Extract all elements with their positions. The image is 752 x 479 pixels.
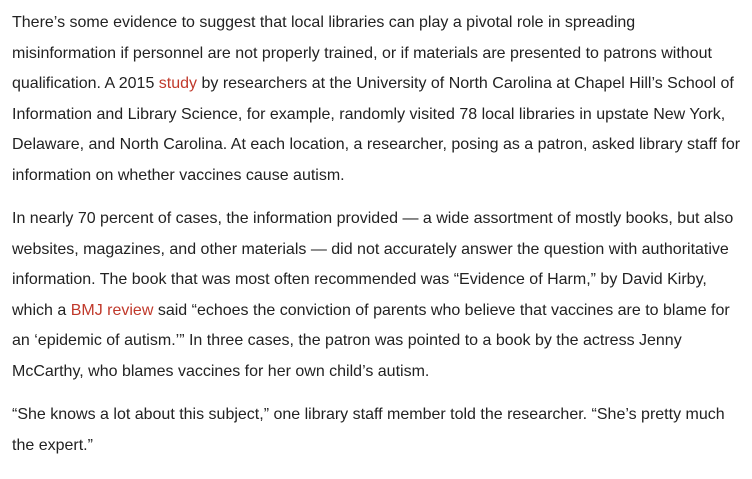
paragraph-text: There’s some evidence to suggest that local libraries can play a pivotal role in spreading misinformation if personnel are not properly trained, or if materials are presented to patrons without qualification. A 2015 [12,14,712,92]
paragraph-text: “She knows a lot about this subject,” one library staff member told the researcher. “She’s pretty much the expert.” [12,406,725,454]
paragraph-study [12,8,742,191]
study-link[interactable]: study [158,75,198,92]
paragraph-text: In nearly 70 percent of cases, the information provided — a wide assortment of mostly books, but also websites, magazines, and other materials — did not accurately answer the question with authoritative information. The book that was most often recommended was “Evidence of Harm,” by David Kirby, which a [12,210,734,319]
paragraph-text: by researchers at the University of North Carolina at Chapel Hill’s School of Information and Library Science, for example, randomly visited 78 local libraries in upstate New York, Delaware, and North Carolina. At each location, a researcher, posing as a patron, asked library staff for information on whether vaccines cause autism. [12,75,741,184]
paragraph-quote [12,400,742,461]
paragraph-text: said “echoes the conviction of parents who believe that vaccines are to blame for an ‘epidemic of autism.’” In three cases, the patron was pointed to a book by the actress Jenny McCarthy, who blames vaccines for her own child’s autism. [12,301,730,380]
bmj-review-link[interactable]: BMJ review [70,301,154,319]
paragraph-findings [12,204,742,387]
article-body [12,8,742,474]
